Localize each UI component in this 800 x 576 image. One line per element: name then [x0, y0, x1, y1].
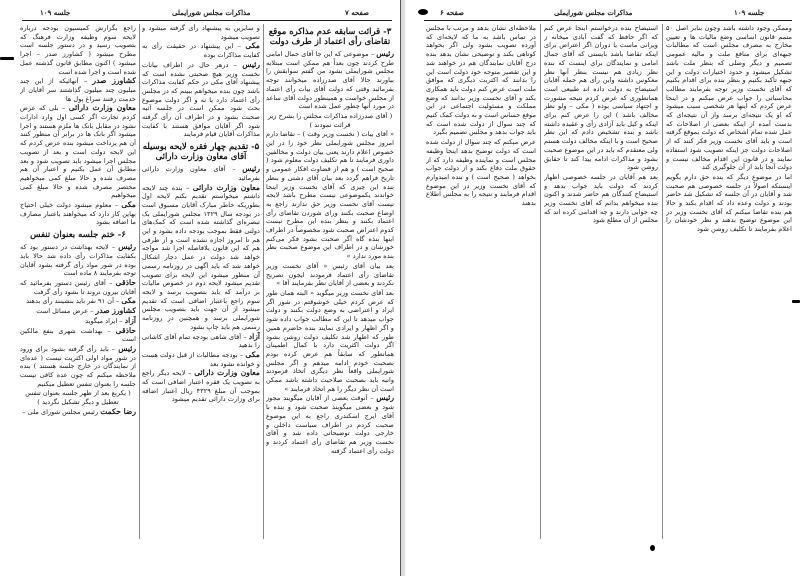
speaker-name: رئیس — [118, 343, 136, 353]
speaker-name: آزاد — [248, 331, 260, 341]
paragraph-text: ملاحظه‌ای نشان بدهد و مرتب با مجلس در تماس باشد به ما که لایحه‌ای که آورده تصویب بشود ولی اگر بخواهد کوتاهی بکند و توضیحی نشان بدهد بنده درج آقایان نمایندگان هم در خواهند شد و این تقصیر متوجه خود دولت است این را بدانند که اکثریت دیگری که موافق ملت است عرض کنم دولت باید همکاری بکند و آقای نخست وزیر بدانند که وضع مملکت و مسئولیت اجتماعی در این موقع حساس است و به دولت کمک کنیم که چند سوال از دولت شده است که باید جواب بدهد و مجلس تصمیم بگیرد — [426, 24, 536, 137]
paragraph-text: ( آقای صدرزاده مذاکرات مجلس را بشرح زیر قرائت نمودند ) — [267, 111, 393, 129]
paragraph-text: ( یکربع بعد از ظهر جلسه بعنوان تنفس تعطیل و دیگر تشکیل نگردید ) — [25, 389, 131, 407]
speaker-name: معاون وزارت دارائی — [192, 182, 260, 192]
paragraph-text: بعد آقای نخست وزیر میگوید « البته همان طور که عرض کردم خیلی خوشوقتم در شور اگر ایراد و اعتراضی به وضع دولت بکنند و دولت جواب میدهد تا این که مطالب جواب داده شود و اگر اظهار و ایرادی نمایند بنده حاضرم همین طور که اظهار شد تکلیف دولت روشن بشود اگر دولت اکثریت دارد با کمال اطمینان همانطور که سابقاً هم عرض کرده بودم بصحبت خودم ادامه میدهم و اگر مجلس شورایملی واقعاً نظر دیگری اتخاذ فرمودند وانیه باید بصحبت صلاحیت داشته باشد ممکن است آن نظر دیگر را هم اتخاذ فرمایند » — [266, 288, 394, 393]
ink-mark — [0, 57, 14, 60]
left-running-title: مذاکرات مجلس شورایملی — [172, 8, 251, 17]
speaker-name: رئیس — [242, 59, 260, 69]
speech-paragraph — [142, 184, 260, 332]
right-page — [404, 0, 800, 576]
right-session-label: جلسه ۱۰۹ — [734, 8, 765, 17]
speaker-name: کشاورز صدر — [95, 306, 136, 316]
paragraph-text: « آقای بیات ( نخست وزیر وقت ) – تقاضا دارم امروز مجلس شورایملی نظر خود را در این خصوص اعلام دارند یعنی بیان دولت و مخالفین داوری فرمایند تا هم تکلیف دولت معلوم شود ( صحیح است ) و هم از قضاوت افکار عمومی و تاریخ فراهم گردد بعد بیان آقای دشتی و بنظر بنده این چیزی که آقای نخست وزیر اینجا خواندند یکموضوعی نیست مطرح باشد لایحه نیست آقای نخست وزیر حق ندارند راجع به اوضاع صحبت بکنند ورای شوردن تقاضای رأی اعتماد بکنند و بنظر بنده این مطرح نیست کدوم اعتراض صحبت شود مخصوصاً در اطراف اینها بنده گاه آگر صحبت بشود فکر می‌کنم خورشان و در اطراف این موضوع صحبت نظر بنده مورد ندارد » — [266, 130, 394, 261]
ink-mark — [792, 300, 800, 303]
speech-paragraph — [20, 317, 136, 326]
speech-paragraph — [20, 297, 136, 306]
column-rule — [263, 24, 264, 539]
paragraph-text: – بهداشت شهری بنفع مالکین است — [20, 326, 136, 344]
editorial-note — [266, 112, 394, 129]
paragraph-text: – باید رأی گرفته بشود برای ورود در شور مواد اولی اکثریت نیست ( عده‌ای از نمایندگان در خارج جلسه هستند ) بنده ملاحظه میکنم که چون عده کافی نیست جلسه را بعنوان تنفس تعطیل میکنیم — [20, 344, 136, 388]
speech-paragraph — [142, 351, 260, 368]
paragraph-text: – این پیشنهاد در حقیقت رأی به کفایت مذاکرات بوده — [142, 42, 260, 60]
speaker-name: رئیس — [376, 393, 394, 403]
paragraph-text: رئیس مجلس شورای ملی – — [22, 407, 99, 416]
speaker-name: رضا حکمت — [100, 406, 136, 416]
paragraph-text: – بنده چند لایحه داشتم میخواستم تقدیم بکنم لایحه اول بطوریکه خاطر مبارک آقایان مسبوق است در بودجه سال ۱۳۲۹ مجلس شورایملی بک تبصره‌ای گذاشته شده است که کمک‌های دولتی فقط بموجب بودجه داده بشود و این هم تا امروز اجازه نشده است و از طرفی هم که این قانون بلافاصله اجرا شد مواجه خواهد شد دولت در عمل دچار اشکال خواهد شد که باید آگهی در روزنامه رسمی آن منظور میشود این لایحه برای تصویب تقدیم میشود لایحه دوم در خصوص مالیات بر درآمد که باید بتصویب برسد و لایحه سوم راجع باعتبار اضافی است که تقدیم میشود از آن جهت باید بتصویب مجلس شورایملی برسد و همچنین در روزنامه رسمی هم باید چاپ بشود — [142, 183, 260, 331]
ink-blot — [418, 9, 428, 15]
speech-paragraph — [266, 289, 394, 393]
speech-paragraph — [20, 307, 136, 316]
paragraph-text: بعد بیان آقای رئیس « آقای نخست وزیر تقاضای رأی اعتماد فرمودند ایجون تصریح نکردند و بعضی از آقایان نظر بفرمایند آقا » — [266, 261, 394, 288]
speaker-name: مکی — [245, 349, 260, 359]
left-column-middle — [142, 24, 260, 544]
paragraph-text: – آقای شاهی بودجه تمام آقای کاشانی را بدهید — [142, 332, 260, 350]
right-running-title: مذاکرات مجلس شورایملی — [554, 8, 633, 17]
speech-paragraph — [142, 369, 260, 404]
paragraph-text: – آنوقت بعضی از آقایان میگویند مجوز شود و بعضی میگویند صحبت شود و بنده با آقای ایرج اسکندری راجع به این موضوع صحبت کردم در اطراف سیاست داخلی و خارجی دولت توضیحاتی داده شد و آقای نخست وزیر هم تقاضای رأی اعتماد کردند و دولت رأی اعتماد گرفته — [266, 394, 394, 455]
paragraph-text: – درهر حال در اطراف بیانات نخست وزیر هیچ صحبتی نشده است که پیشنهاد آقای مکی در حکم کفایت مذاکرات باشد چون بنده میخواهم ببینم که در مجلس رأی اعتماد دارد یا نه و اگر دولت موضوع بحث شود ممکن است در جلسه آتیه صحبت بشود و در اطراف آن رأی گرفته شود اگر آقایان موافق هستند با کفایت مذاکرات آقایان قیام فرمایند — [142, 60, 260, 139]
speech-paragraph — [20, 201, 136, 227]
paragraph-text: – بودجه مطالبات از قبل دولت هست و خوانده نشود بعد — [142, 350, 260, 368]
right-column-right — [666, 24, 792, 544]
left-column-right — [266, 24, 394, 544]
paragraph-text: – لایحه دیگر راجع به تصویب یک فقره اعتبار اضافی است که بموجب آن مبلغ ۴۳۲۹ ریال اعتبار اضافه برای وزارت دارائی تقدیم میشود — [142, 369, 260, 404]
speaker-name: رئیس — [242, 164, 260, 174]
speech-paragraph — [266, 262, 394, 288]
paragraph-text: ۳- قرائت سابقه عدم مذاکره موقع تقاضای رأی اعتماد از طرف دولت — [268, 27, 392, 47]
speech-paragraph — [20, 408, 136, 417]
right-column-middle — [544, 24, 658, 544]
paragraph-text: – آقای رئیس دستور بفرمائید که آقایان بیرون نروند تا بشود رأی گرفت — [20, 278, 136, 296]
speech-paragraph — [426, 24, 536, 137]
speech-paragraph — [666, 24, 792, 172]
paragraph-text: – ایراد میگوید — [85, 316, 123, 325]
speech-paragraph — [20, 345, 136, 389]
column-rule — [139, 24, 140, 539]
speaker-name: معاون وزارت دارائی — [68, 103, 136, 113]
speaker-name: کشاورز صدر — [92, 76, 136, 86]
paragraph-text: – عرض مسائل است — [36, 307, 94, 316]
paragraph-text: ۶- ختم جلسه بعنوان تنفس — [30, 230, 126, 241]
speech-paragraph — [142, 165, 260, 182]
speech-paragraph — [142, 61, 260, 139]
speech-paragraph — [426, 138, 536, 208]
paragraph-text: راجع بگزارش کمیسیون بودجه درباره لایحه سوم وظیفه وزارت فرهنگ که بتصویب رسید و در دستور جلسه است مطرح میشود ( کشاورز صدر – اجرا میشود ) اکنون مطابق قانون گذشته عمل شده است و اجرا شده است — [20, 24, 136, 76]
speech-paragraph — [666, 173, 792, 234]
speech-paragraph — [20, 104, 136, 200]
speaker-name: رئیس — [376, 49, 394, 58]
right-page-number: صفحه ۶ — [440, 8, 464, 17]
left-session-label: جلسه ۱۰۹ — [40, 8, 71, 17]
speech-paragraph — [142, 24, 260, 41]
ink-blot — [650, 545, 655, 551]
paragraph-text: بعد هم آقایان در جلسه خصوصی اظهار کردند که دولت باید جواب بدهد و استیضاح کنندگان هم حاضر شدند و اکنون بنده میخواهم بدانم که آقای نخست وزیر چه جوابی دارند و چه اقدامی کرده اند که مجلس از آن مطلع شود — [544, 172, 658, 225]
speech-paragraph — [142, 42, 260, 59]
speaker-name: رئیس — [118, 242, 136, 252]
paragraph-text: عرض میکنم که چند سوال از دولت شده است که دولت توضیح بدهد اینجا وظیفه مجلس است و نماینده وظیفه دارد که از حقوق ملت دفاع بکند و از دولت جواب بخواهد ( صحیح است ) و بنده امیدوارم که آقای نخست وزیر در این موضوع اقدام فرمایند و نتیجه را به مجلس اطلاع بدهند — [426, 138, 536, 208]
speech-paragraph — [20, 77, 136, 103]
speaker-name: آزاد — [124, 315, 136, 325]
speech-paragraph — [266, 394, 394, 455]
speech-paragraph — [20, 279, 136, 296]
editorial-note — [20, 389, 136, 406]
paragraph-text: – آنهائیکه از این چند میلیون چند میلیون گذاشتند سر آقایان از خدمت رفتند سراغ پول ها — [20, 77, 136, 103]
paragraph-text: – موضوعی که این جا آقای جمال امامی طرح کردند چون بعداً هم ممکن است مبتلابه مجلس شورایملی بشود من گفتم سوابقش را بیاورند حالا آقای صدرزاده میخوانند توجه بفرمائید وقتی که دولت آقای بیات رأی اعتماد از مجلس خواست و همینطور دولت آقای ساعد در مورد آنها چطور عمل شده است — [266, 50, 394, 111]
speaker-name: حاذقی — [115, 277, 136, 287]
section-heading — [142, 142, 260, 162]
left-column-left — [20, 24, 136, 544]
paragraph-text: و سایرین به پیشنهاد رأی گرفته میشود و تصویب میشود — [142, 24, 260, 41]
paragraph-text: – آقای معاون وزارت دارائی بفرمائید — [142, 165, 260, 182]
speech-paragraph — [20, 243, 136, 278]
column-rule — [662, 24, 663, 539]
left-page-number: صفحه ۷ — [345, 8, 369, 17]
paragraph-text: – لایحه بهداشت در دستور بود که بکفایت مذاکرات رأی داده شد حالا باید بوده در شور مواد رأی گرفته بشود آقایان توجه بفرمایند ۸ ماده است — [20, 243, 136, 278]
paragraph-text: وممکن وجود داشته باشد وچون بنابر اصل ۵۰ متمم قانون اساسی وضع مالیات ها و تعیین مخارج به مصرف مجلس است که مطالبات جبهه‌ای برای منافع ملت و مالیه عمومی تصمیم و دیگر وصلی که بنظر ملت باشد تشکیل میشود و حدود اختیارات دولت و این جبهه تأکید بکنیم و بنظر بنده برای اقدام بکنیم که آقای نخست وزیر توجه بفرمایند مطالب محاسباتی را جواب عرض میکنم و در اینجا عرض کردم که اینها هر شخصی سبب میشود که او یک نتیجه‌ای برسد واز آن نتیجه‌ای که بدست آمده از اینکه بعضی از اصلاحات که عمل شده تمام اشخاص که دولت بموقع گرفته است و باید آقای نخست وزیر فکر کنند که از اصلاحات دولت جز اینکه تصویب شود استفاده نمایند و در قانون این اقدام مخالف نیست و دولت آنجا باید از آن جلوگیری کند — [666, 24, 792, 172]
speaker-name: حاذقی — [115, 325, 136, 335]
speech-paragraph — [266, 130, 394, 261]
right-column-left — [426, 24, 536, 544]
speech-paragraph — [544, 173, 658, 225]
column-rule — [540, 24, 541, 539]
paragraph-text: استیضاح بنده درخواستم اینجا عرض کنم که اگر حافظ که گفت آبادی میخانه ز ویرانی ماست یا دوران اگر اعتراض برای اینکه تقاضا باشد بایستی که آقای جمال امامی و نمایندگان برای اینست که بنده نظر زیادی هم نیست بنظر آنها نظر معکوس داشته واین رأی هم جمله آقایان استیضاح به دولت داده اند طبیعی است همانطوری که عرض کردم نتیجه مشورت و اجتهاد سیاسی بوده ( مکی – ولو نظر مخالف باشد ) این را عرض کنم برای اینکه و کیل باید آزادی رأی و عقیده داشته باشد و بنده تشخیص دادم که این نظر صحیح است و با اینکه مخالف دولت هستم ولی معتقدم که باید در این موضوع صحبت بشود و مذاکرات ادامه پیدا کند تا حقایق روشن شود — [544, 24, 658, 172]
speech-paragraph — [142, 333, 260, 350]
paragraph-text: اما در موضوع دیگر که بنده حق دارم بگویم اینستکه اصولاً در جلسه خصوصی هم صحبت شد و آقایان در آن جلسه که تشکیل شد حاضر بودند و دولت وعده داد که اقدام بکند و حالا هم بنده تقاضا میکنم که آقای نخست وزیر در این موضوع توضیح بدهند و نظر خودشان را اعلام بفرمایند تا تکلیف روشن شود — [666, 172, 792, 234]
paragraph-text: ۵- تقدیم چهار فقره لایحه بوسیله آقای معاون وزارت دارائی — [142, 142, 260, 163]
header-rule — [424, 20, 792, 21]
speech-paragraph — [544, 24, 658, 172]
section-heading — [20, 230, 136, 240]
header-rule — [22, 20, 392, 21]
section-heading — [266, 27, 394, 47]
speaker-name: مکی — [121, 200, 136, 210]
paragraph-text: – معلوم میشود دولت خیلی احتیاج بهاین کار دارد که میخواهند باعتبار مصارف ما اضافه بشود — [20, 201, 136, 227]
speaker-name: مکی — [121, 296, 136, 306]
speech-paragraph — [266, 50, 394, 111]
speaker-name: مکی — [245, 41, 260, 51]
speaker-name: معاون وزارت دارائی — [194, 368, 260, 378]
paragraph-text: – آن ۹۱ نفر باید بنشینند رأی بدهند — [26, 297, 120, 306]
paragraph-text: – بلی که عرض کردم تجارت اگر کسی اول وارد ادارات نشود در مقابل بانک ها ملزم هستند و اجرا میشود اگر بانک ها در برابر آن منظور کنند آن هم پرداخت میشود بنده عرض کردم که این لایحه دولت است و بعد از تصویب مجلس اجرا میشود باید تصویب شود و بعد مطابق آن عمل بکنیم و اعتبار آن هم مصرف شده و حالا مبلغ کمی میخواهیم مختصر مصرف شده و حالا مبلغ کمی میخواهیم — [20, 104, 136, 200]
speech-paragraph — [20, 327, 136, 344]
speech-paragraph — [20, 24, 136, 76]
